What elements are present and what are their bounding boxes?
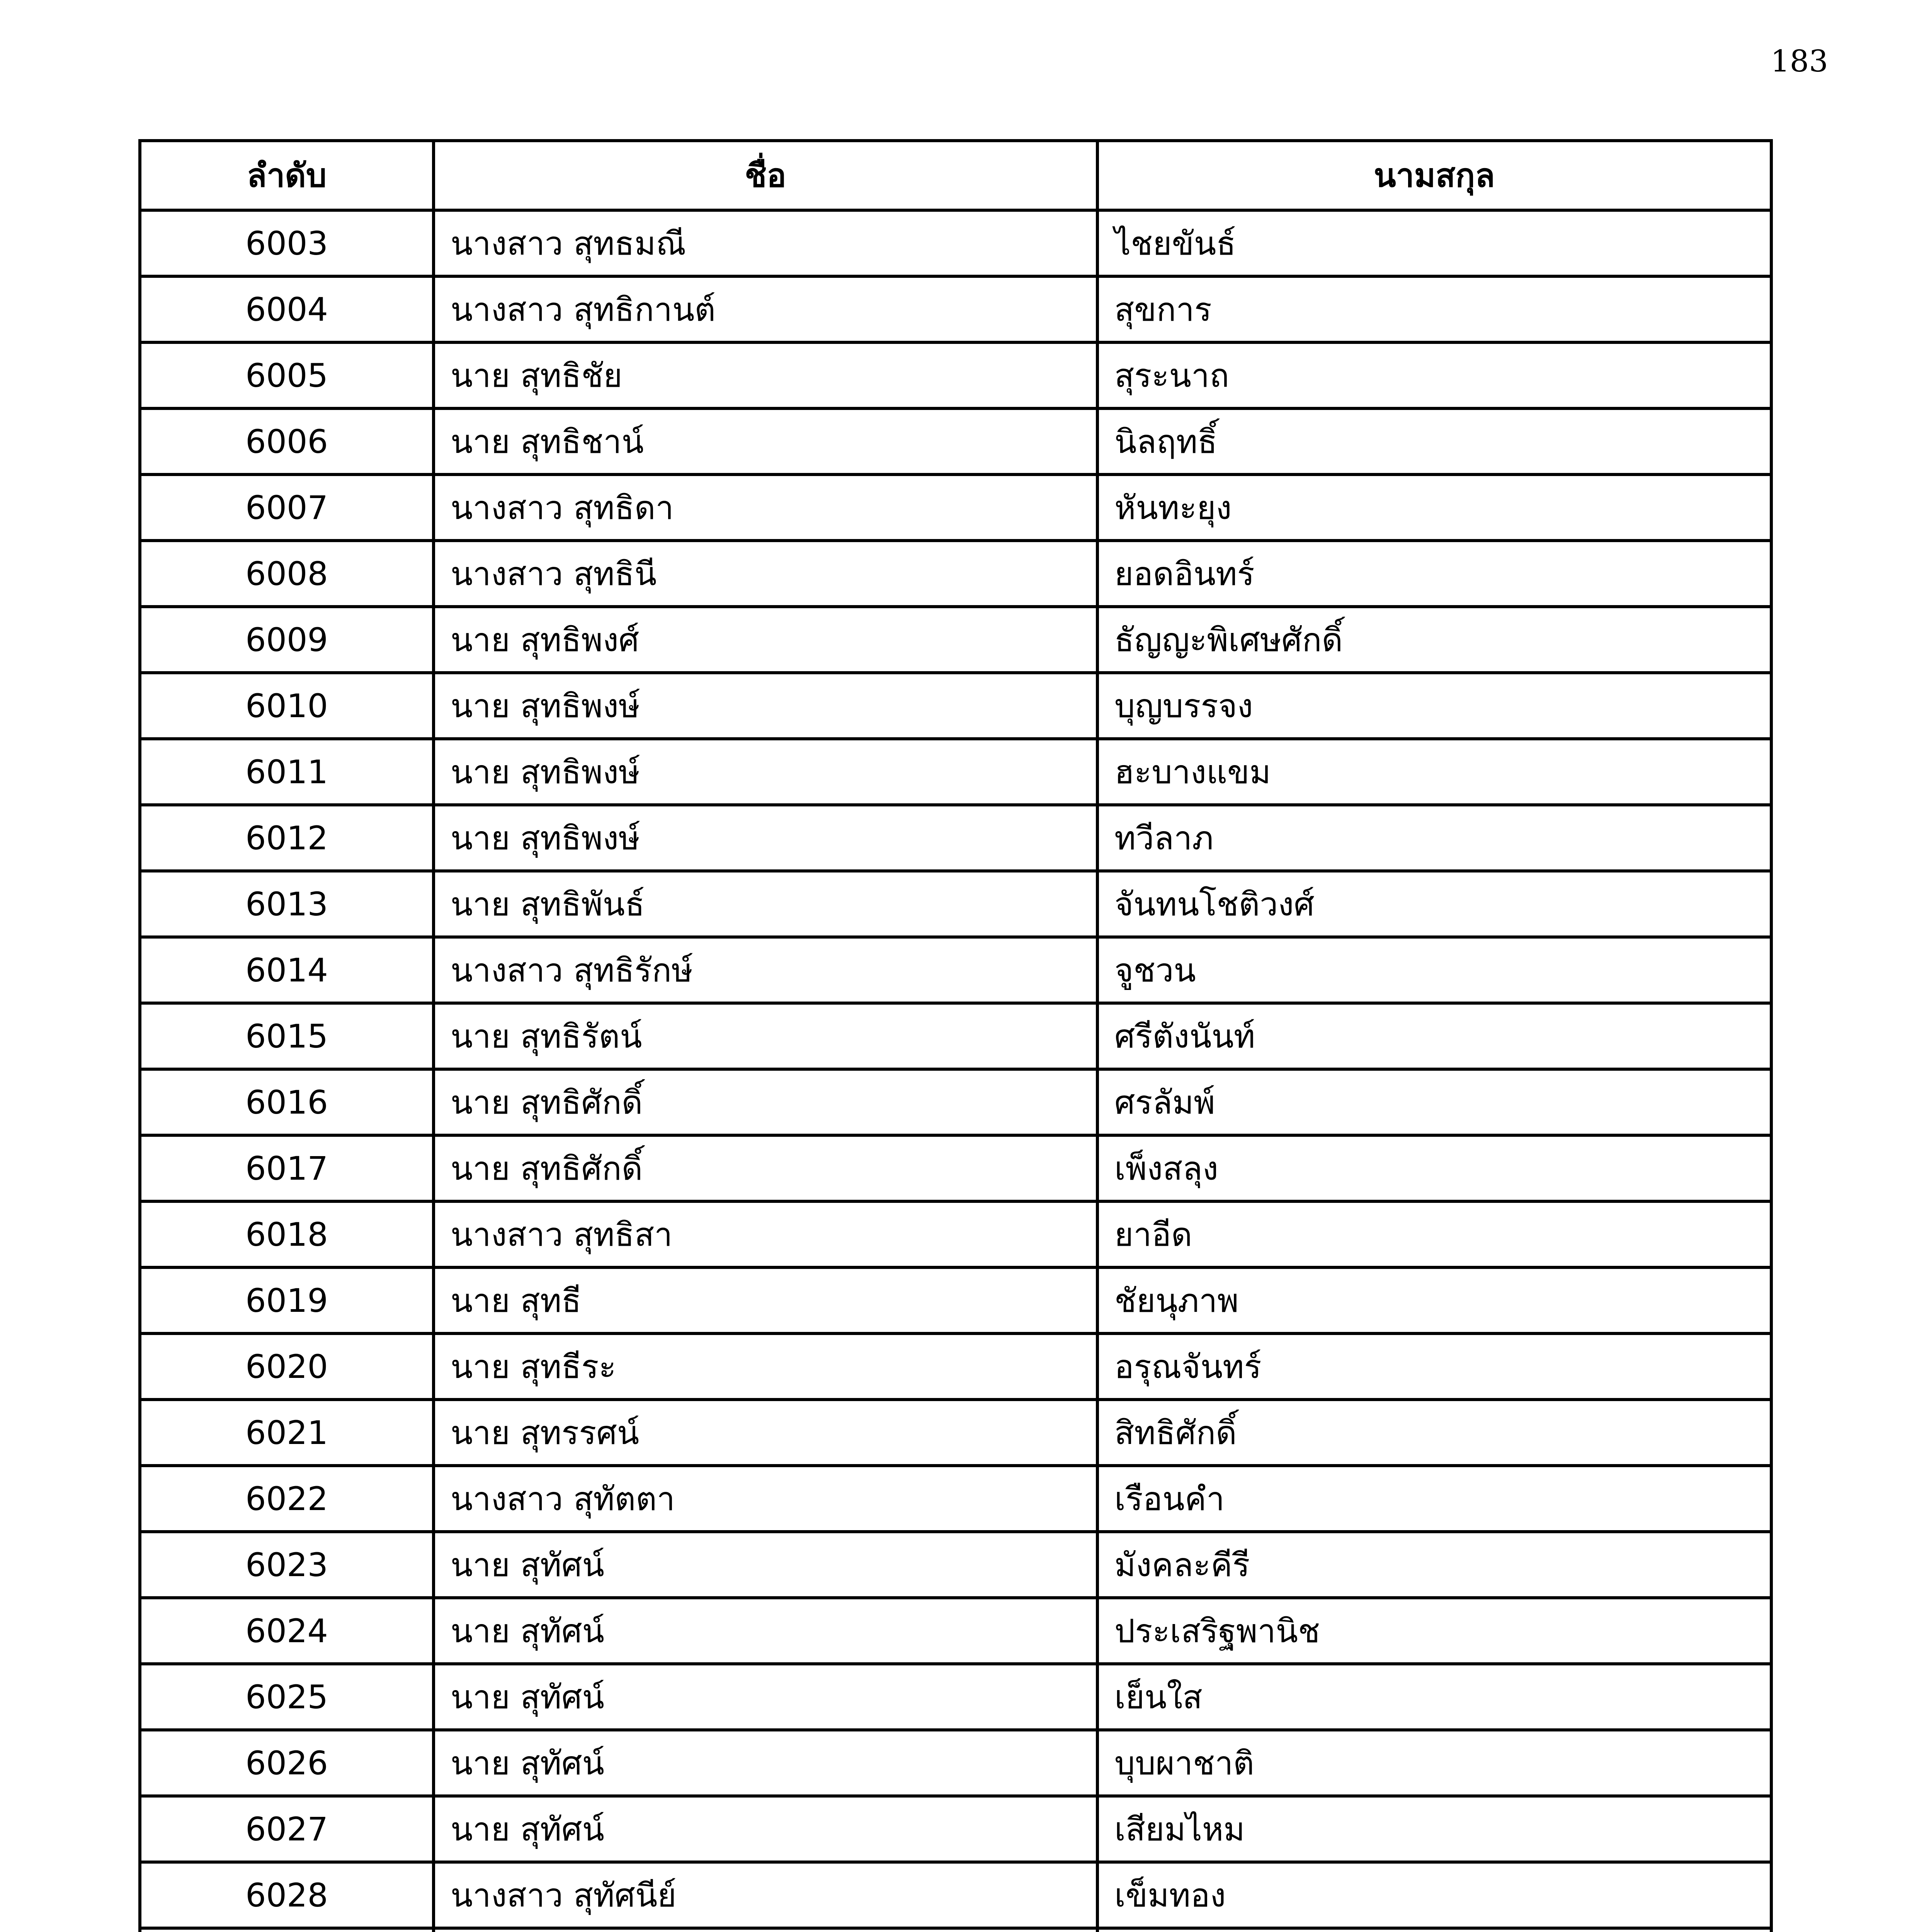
cell-order: 6027	[140, 1796, 434, 1862]
cell-order: 6019	[140, 1267, 434, 1333]
table-row	[140, 1135, 1771, 1201]
cell-surname: บุญบรรจง	[1097, 673, 1771, 739]
cell-surname: จูชวน	[1097, 937, 1771, 1003]
cell-order: 6025	[140, 1664, 434, 1730]
cell-order: 6003	[140, 210, 434, 276]
cell-order: 6018	[140, 1201, 434, 1267]
table-row	[140, 805, 1771, 871]
table-row	[140, 607, 1771, 673]
cell-order: 6023	[140, 1532, 434, 1598]
cell-order: 6016	[140, 1069, 434, 1135]
cell-surname: เพ็งสลุง	[1097, 1135, 1771, 1201]
cell-order: 6013	[140, 871, 434, 937]
cell-surname: ชัยนุภาพ	[1097, 1267, 1771, 1333]
cell-surname: บุบผาชาติ	[1097, 1730, 1771, 1796]
cell-surname: ศรลัมพ์	[1097, 1069, 1771, 1135]
table-row	[140, 1466, 1771, 1532]
cell-order: 6022	[140, 1466, 434, 1532]
header-name: ชื่อ	[434, 141, 1097, 210]
cell-name: นาย สุทัศน์	[434, 1664, 1097, 1730]
cell-name: นาย สุทธิพงษ์	[434, 673, 1097, 739]
cell-surname: นิลฤทธิ์	[1097, 408, 1771, 474]
cell-order	[140, 1928, 434, 1932]
cell-order: 6024	[140, 1598, 434, 1664]
cell-surname: เย็นใส	[1097, 1664, 1771, 1730]
table-row	[140, 1201, 1771, 1267]
table-row	[140, 739, 1771, 805]
table-row	[140, 474, 1771, 541]
cell-surname	[1097, 1928, 1771, 1932]
table-row	[140, 1267, 1771, 1333]
cell-name: นาย สุทธี	[434, 1267, 1097, 1333]
cell-surname: ฮะบางแขม	[1097, 739, 1771, 805]
cell-name: นาย สุทัศน์	[434, 1796, 1097, 1862]
table-header-row	[140, 141, 1771, 210]
cell-name: นาย สุทัศน์	[434, 1532, 1097, 1598]
cell-name: นาย สุทรรศน์	[434, 1400, 1097, 1466]
cell-name: นางสาว สุทัตตา	[434, 1466, 1097, 1532]
cell-surname: จันทนโชติวงศ์	[1097, 871, 1771, 937]
cell-order: 6026	[140, 1730, 434, 1796]
cell-name: นาย สุทธิชาน์	[434, 408, 1097, 474]
cell-surname: เสียมไหม	[1097, 1796, 1771, 1862]
cell-name: นาย สุทัศน์	[434, 1730, 1097, 1796]
cell-name: นางสาว สุทธมณี	[434, 210, 1097, 276]
cell-surname: ประเสริฐพานิช	[1097, 1598, 1771, 1664]
cell-name: นางสาว สุทธิสา	[434, 1201, 1097, 1267]
header-surname: นามสกุล	[1097, 141, 1771, 210]
cell-surname: สิทธิศักดิ์	[1097, 1400, 1771, 1466]
table-row	[140, 276, 1771, 342]
cell-surname: สุขการ	[1097, 276, 1771, 342]
cell-order: 6012	[140, 805, 434, 871]
cell-name: นางสาว สุทธิรักษ์	[434, 937, 1097, 1003]
cell-order: 6006	[140, 408, 434, 474]
cell-name: นาย สุทธีระ	[434, 1333, 1097, 1400]
table-row	[140, 1003, 1771, 1069]
cell-surname: ไชยขันธ์	[1097, 210, 1771, 276]
cell-surname: หันทะยุง	[1097, 474, 1771, 541]
table-row	[140, 210, 1771, 276]
cell-order: 6011	[140, 739, 434, 805]
cell-surname: ธัญญะพิเศษศักดิ์	[1097, 607, 1771, 673]
table-row	[140, 1928, 1771, 1932]
cell-name: นางสาว สุทัศนีย์	[434, 1862, 1097, 1928]
table-row	[140, 342, 1771, 408]
cell-name: นาย สุทธิชัย	[434, 342, 1097, 408]
cell-surname: เข็มทอง	[1097, 1862, 1771, 1928]
table-row	[140, 1069, 1771, 1135]
cell-order: 6010	[140, 673, 434, 739]
table-row	[140, 937, 1771, 1003]
table-row	[140, 1796, 1771, 1862]
cell-name: นาย สุทัศน์	[434, 1598, 1097, 1664]
cell-order: 6007	[140, 474, 434, 541]
cell-name: นาย สุทธิศักดิ์	[434, 1069, 1097, 1135]
cell-name: นางสาว สุทธิกานต์	[434, 276, 1097, 342]
cell-name: นางสาว สุทธิดา	[434, 474, 1097, 541]
table-row	[140, 871, 1771, 937]
cell-order: 6005	[140, 342, 434, 408]
cell-name	[434, 1928, 1097, 1932]
table-row	[140, 673, 1771, 739]
table-row	[140, 408, 1771, 474]
cell-name: นาย สุทธิศักดิ์	[434, 1135, 1097, 1201]
table-row	[140, 1862, 1771, 1928]
table-row	[140, 1532, 1771, 1598]
cell-surname: ศรีตังนันท์	[1097, 1003, 1771, 1069]
cell-name: นาย สุทธิพงศ์	[434, 607, 1097, 673]
cell-surname: อรุณจันทร์	[1097, 1333, 1771, 1400]
cell-order: 6020	[140, 1333, 434, 1400]
cell-order: 6021	[140, 1400, 434, 1466]
cell-surname: มังคละคีรี	[1097, 1532, 1771, 1598]
cell-order: 6015	[140, 1003, 434, 1069]
cell-surname: ทวีลาภ	[1097, 805, 1771, 871]
cell-surname: เรือนคำ	[1097, 1466, 1771, 1532]
cell-order: 6009	[140, 607, 434, 673]
header-order: ลำดับ	[140, 141, 434, 210]
table-row	[140, 1333, 1771, 1400]
cell-name: นาย สุทธิรัตน์	[434, 1003, 1097, 1069]
cell-name: นาย สุทธิพงษ์	[434, 805, 1097, 871]
cell-name: นาย สุทธิพันธ์	[434, 871, 1097, 937]
table-row	[140, 541, 1771, 607]
table-row	[140, 1400, 1771, 1466]
cell-surname: ยาอีด	[1097, 1201, 1771, 1267]
cell-name: นางสาว สุทธินี	[434, 541, 1097, 607]
cell-order: 6017	[140, 1135, 434, 1201]
table-body	[140, 210, 1771, 1932]
table-row	[140, 1730, 1771, 1796]
cell-order: 6014	[140, 937, 434, 1003]
cell-order: 6004	[140, 276, 434, 342]
cell-name: นาย สุทธิพงษ์	[434, 739, 1097, 805]
roster-table	[138, 139, 1773, 1932]
cell-surname: ยอดอินทร์	[1097, 541, 1771, 607]
cell-surname: สุระนาถ	[1097, 342, 1771, 408]
page-number: 183	[1771, 44, 1828, 79]
table-row	[140, 1598, 1771, 1664]
cell-order: 6028	[140, 1862, 434, 1928]
table-row	[140, 1664, 1771, 1730]
cell-order: 6008	[140, 541, 434, 607]
